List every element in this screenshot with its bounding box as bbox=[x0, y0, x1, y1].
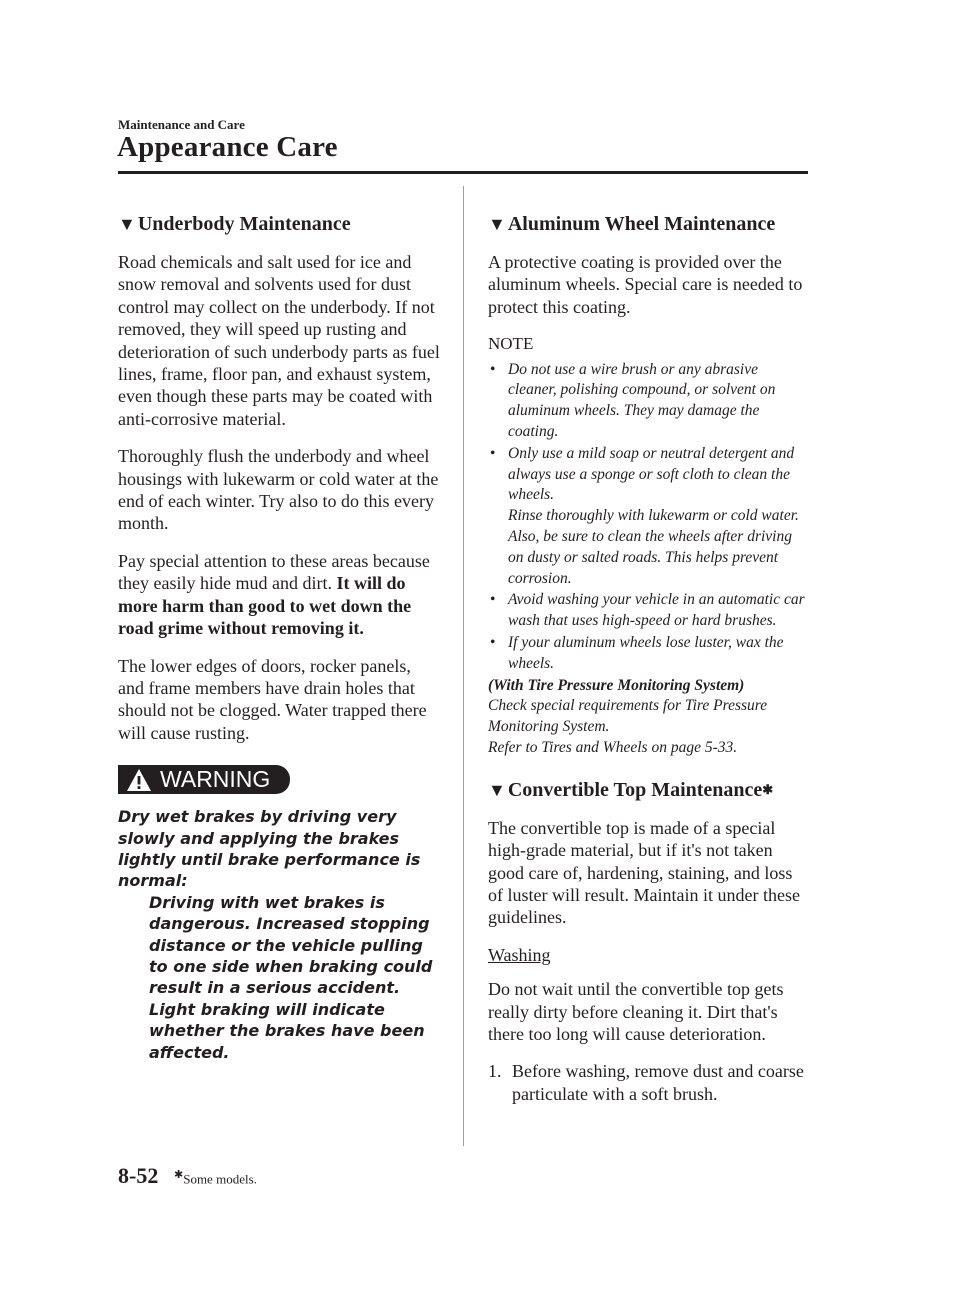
aluminum-wheel-heading-text: Aluminum Wheel Maintenance bbox=[507, 213, 776, 235]
right-column bbox=[488, 211, 810, 1105]
washing-step-1 bbox=[488, 1060, 810, 1105]
underbody-p3-emphasis: It will do more harm than good to wet down the road grime without removing it. bbox=[118, 573, 412, 639]
convertible-top-heading bbox=[488, 777, 810, 803]
footer-note-text: Some models. bbox=[183, 1171, 257, 1187]
warning-badge bbox=[118, 765, 290, 794]
tpms-label: (With Tire Pressure Monitoring System) bbox=[488, 676, 745, 694]
warning-lead: Dry wet brakes by driving very slowly and applying the brakes lightly until brake performance is normal: bbox=[118, 807, 421, 891]
footer-star-icon: ✱ bbox=[174, 1169, 184, 1181]
triangle-marker-icon: ▼ bbox=[488, 214, 506, 234]
note-item-text: Only use a mild soap or neutral detergent and always use a sponge or soft cloth to clean the wheels. bbox=[508, 444, 795, 504]
left-column bbox=[118, 211, 440, 1063]
aluminum-wheel-paragraph: A protective coating is provided over the aluminum wheels. Special care is needed to protect this coating. bbox=[488, 252, 803, 317]
triangle-marker-icon: ▼ bbox=[488, 779, 506, 800]
underbody-paragraph-2: Thoroughly flush the underbody and wheel housings with lukewarm or cold water at the end of each winter. Try also to do this every month. bbox=[118, 446, 439, 534]
step-text: Before washing, remove dust and coarse particulate with a soft brush. bbox=[512, 1061, 804, 1104]
washing-paragraph: Do not wait until the convertible top gets really dirty before cleaning it. Dirt that's there too long will cause deterioration. bbox=[488, 979, 784, 1045]
warning-label: WARNING bbox=[160, 766, 271, 793]
note-item: • Avoid washing your vehicle in an automatic car wash that uses high-speed or hard brushes. bbox=[488, 590, 810, 632]
underbody-heading-text: Underbody Maintenance bbox=[137, 213, 351, 235]
triangle-marker-icon: ▼ bbox=[118, 214, 136, 234]
warning-detail: Driving with wet brakes is dangerous. Increased stopping distance or the vehicle pulling to one side when braking could result in a serious accident. Light braking will indicate whether the brakes have been affected. bbox=[149, 892, 433, 1062]
underbody-paragraph-3 bbox=[118, 550, 440, 640]
title-rule bbox=[118, 171, 808, 174]
note-item bbox=[488, 444, 810, 590]
tpms-text: Check special requirements for Tire Pressure Monitoring System. bbox=[488, 697, 768, 736]
underbody-paragraph-1: Road chemicals and salt used for ice and snow removal and solvents used for dust control may collect on the underbody. If not removed, they will speed up rusting and deterioration of such underbody parts as fuel lines, frame, floor pan, and exhaust system, even though these parts may be coated with anti-corrosive material. bbox=[118, 252, 440, 429]
tpms-reference: Refer to Tires and Wheels on page 5-33. bbox=[488, 738, 738, 756]
page-title: Appearance Care bbox=[117, 131, 338, 163]
footer-note bbox=[174, 1168, 257, 1187]
note-list bbox=[488, 360, 810, 675]
convertible-top-heading-text: Convertible Top Maintenance bbox=[507, 778, 763, 801]
note-item: • If your aluminum wheels lose luster, wax the wheels. bbox=[488, 633, 810, 675]
convertible-top-paragraph: The convertible top is made of a special high-grade material, but if it's not taken good care of, hardening, staining, and loss of luster will result. Maintain it under these guidelines. bbox=[488, 817, 800, 928]
underbody-heading bbox=[118, 211, 440, 237]
section-label: Maintenance and Care bbox=[118, 117, 245, 132]
warning-triangle-icon bbox=[126, 768, 152, 792]
aluminum-wheel-heading bbox=[488, 211, 810, 237]
note-label: NOTE bbox=[488, 334, 534, 354]
underbody-p3-text: Pay special attention to these areas because they easily hide mud and dirt. bbox=[118, 550, 430, 594]
step-number: 1. bbox=[488, 1061, 502, 1082]
note-item-continuation: Rinse thoroughly with lukewarm or cold water. Also, be sure to clean the wheels after driving on dusty or salted roads. This helps prevent corrosion. bbox=[508, 507, 799, 587]
note-item: • Do not use a wire brush or any abrasive cleaner, polishing compound, or solvent on aluminum wheels. They may damage the coating. bbox=[488, 360, 810, 443]
some-models-star-icon: ✱ bbox=[762, 781, 774, 797]
underbody-paragraph-4: The lower edges of doors, rocker panels, and frame members have drain holes that should not be clogged. Water trapped there will cause rusting. bbox=[118, 655, 427, 743]
warning-body bbox=[118, 806, 440, 1063]
column-divider bbox=[463, 186, 464, 1146]
page-number: 8-52 bbox=[118, 1163, 159, 1188]
washing-subheading: Washing bbox=[488, 944, 551, 965]
